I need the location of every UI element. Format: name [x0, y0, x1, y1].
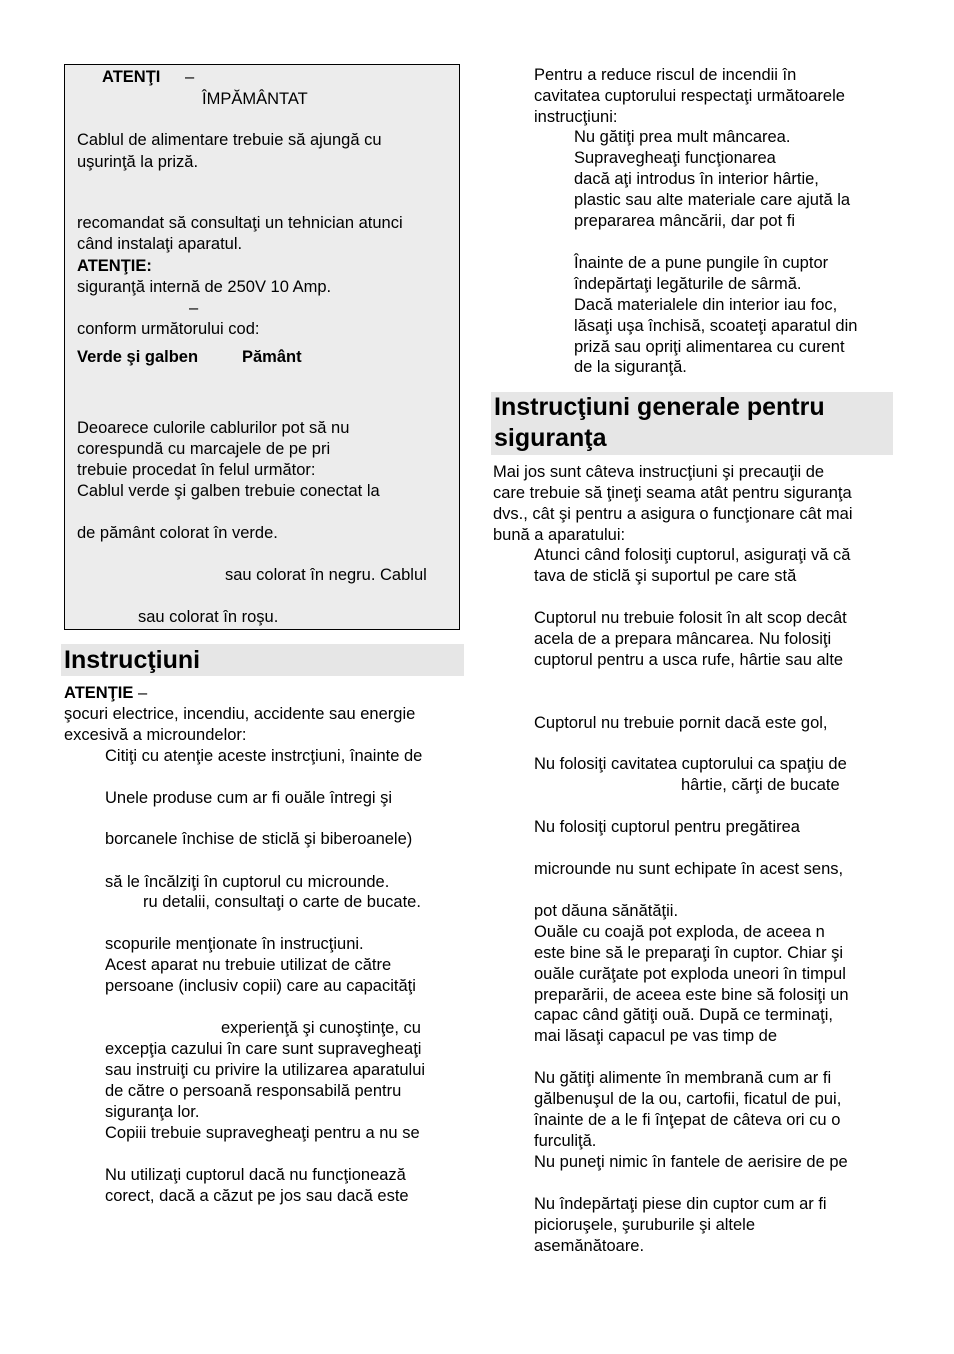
instr-text-line: şocuri electrice, incendiu, accidente sau energie [64, 705, 416, 723]
fire-text-line: instrucţiuni: [534, 108, 618, 126]
fire-text-line: priză sau opriţi alimentarea cu curent [574, 338, 845, 356]
instr-text-line: experienţă şi cunoştinţe, cu [221, 1019, 421, 1037]
fire-text-line: prepararea mâncării, dar pot fi [574, 212, 796, 230]
general-text-line: Cuptorul nu trebuie folosit în alt scop decât [534, 609, 847, 627]
instr-text-line: Nu utilizaţi cuptorul dacă nu funcţionează [105, 1166, 406, 1184]
box-dash: – [189, 299, 199, 317]
general-text-line: mai lăsaţi capacul pe vas timp de [534, 1027, 778, 1045]
general-text-line: Ouăle cu coajă pot exploda, de aceea n [534, 923, 825, 941]
general-text-line: dvs., cât şi pentru a asigura o funcţionare cât mai [493, 505, 853, 523]
general-text-line: capac când gătiţi ouă. După ce terminaţi, [534, 1006, 834, 1024]
section-heading-text: Instrucţiuni generale pentru [494, 393, 825, 421]
instr-text-line: de către o persoană responsabilă pentru [105, 1082, 402, 1100]
instr-text-line: Copiii trebuie supravegheaţi pentru a nu se [105, 1124, 420, 1142]
box-text-line: uşurinţă la priză. [77, 153, 199, 171]
general-text-line: microunde nu sunt echipate în acest sens, [534, 860, 844, 878]
section-heading-instructions [61, 644, 464, 676]
instr-text-line: borcanele închise de sticlă şi biberoanele) [105, 830, 413, 848]
fire-text-line: Supravegheaţi funcţionarea [574, 149, 776, 167]
instr-text-line: Citiţi cu atenţie aceste instrcţiuni, înainte de [105, 747, 423, 765]
instr-text-line: excepţia cazului în care sunt supravegheaţi [105, 1040, 422, 1058]
box-text-line: de pământ colorat în verde. [77, 524, 278, 542]
fire-text-line: lăsaţi uşa închisă, scoateţi aparatul din [574, 317, 858, 335]
box-text-line: Cablul de alimentare trebuie să ajungă cu [77, 131, 382, 149]
general-text-line: ouăle curăţate pot exploda uneori în timpul [534, 965, 846, 983]
fire-text-line: Înainte de a pune pungile în cuptor [574, 254, 829, 272]
instr-text-line: scopurile menţionate în instrucţiuni. [105, 935, 364, 953]
instr-warning-line [64, 683, 147, 704]
instr-warning-label: ATENŢIE [64, 684, 134, 702]
instr-text-line: să le încălziţi în cuptorul cu microunde. [105, 873, 390, 891]
fire-text-line: Dacă materialele din interior iau foc, [574, 296, 838, 314]
box-text-line: trebuie procedat în felul următor: [77, 461, 316, 479]
fire-text-line: de la siguranţă. [574, 358, 687, 376]
fire-text-line: plastic sau alte materiale care ajută la [574, 191, 851, 209]
general-text-line: gălbenuşul de la ou, cartofii, ficatul de pui, [534, 1090, 842, 1108]
box-text-line: Deoarece culorile cablurilor pot să nu [77, 419, 350, 437]
general-text-line: care trebuie să ţineţi seama atât pentru siguranţa [493, 484, 852, 502]
box-text-line: recomandat să consultaţi un tehnician atunci [77, 214, 403, 232]
general-text-line: furculiţă. [534, 1132, 597, 1150]
general-text-line: picioruşele, şuruburile şi altele [534, 1216, 756, 1234]
box-text-line: conform următorului cod: [77, 320, 260, 338]
wire-function-label: Pământ [242, 348, 302, 366]
general-text-line: tava de sticlă şi suportul pe care stă [534, 567, 797, 585]
section-heading-general-safety [491, 392, 893, 455]
general-text-line: asemănătoare. [534, 1237, 645, 1255]
fire-text-line: îndepărtaţi legăturile de sârmă. [574, 275, 802, 293]
general-text-line: pot dăuna sănătăţii. [534, 902, 679, 920]
box-text-line: când instalaţi aparatul. [77, 235, 243, 253]
instr-text-line: Unele produse cum ar fi ouăle întregi şi [105, 789, 393, 807]
general-text-line: bună a aparatului: [493, 526, 626, 544]
box-text-line: Cablul verde şi galben trebuie conectat la [77, 482, 380, 500]
wire-color-label: Verde şi galben [77, 348, 199, 366]
box-text-line: sau colorat în roşu. [138, 608, 279, 626]
general-text-line: Nu folosiţi cuptorul pentru pregătirea [534, 818, 800, 836]
box-text-line: sau colorat în negru. Cablul [225, 566, 427, 584]
general-text-line: Nu îndepărtaţi piese din cuptor cum ar fi [534, 1195, 827, 1213]
box-text-line: corespundă cu marcajele de pe pri [77, 440, 331, 458]
instr-text-line: ru detalii, consultaţi o carte de bucate. [143, 893, 421, 911]
section-heading-text: Instrucţiuni [64, 646, 201, 674]
general-text-line: Cuptorul nu trebuie pornit dacă este gol, [534, 714, 828, 732]
instr-text-line: sau instruiţi cu privire la utilizarea aparatului [105, 1061, 426, 1079]
instr-text-line: siguranţa lor. [105, 1103, 200, 1121]
general-text-line: cuptorul pentru a usca rufe, hârtie sau alte [534, 651, 844, 669]
box-warning-label: ATENŢI [102, 68, 161, 86]
box-attention-label: ATENŢIE: [77, 257, 152, 275]
box-text-line: siguranţă internă de 250V 10 Amp. [77, 278, 332, 296]
instr-text-line: Acest aparat nu trebuie utilizat de către [105, 956, 392, 974]
box-dash: – [185, 68, 195, 86]
general-text-line: Nu folosiţi cavitatea cuptorului ca spaţiu de [534, 755, 847, 773]
instr-text-line: excesivă a microundelor: [64, 726, 247, 744]
fire-text-line: dacă aţi introdus în interior hârtie, [574, 170, 819, 188]
general-text-line: hârtie, cărţi de bucate [681, 776, 840, 794]
fire-text-line: cavitatea cuptorului respectaţi următoarele [534, 87, 845, 105]
general-text-line: Atunci când folosiţi cuptorul, asiguraţi vă că [534, 546, 851, 564]
box-grounded-label: ÎMPĂMÂNTAT [202, 90, 308, 108]
general-text-line: preparării, de aceea este bine să folosiţi un [534, 986, 849, 1004]
fire-text-line: Pentru a reduce riscul de incendii în [534, 66, 797, 84]
section-heading-text: siguranţa [494, 424, 607, 452]
instr-text-line: corect, dacă a căzut pe jos sau dacă este [105, 1187, 409, 1205]
fire-text-line: Nu gătiţi prea mult mâncarea. [574, 128, 791, 146]
general-text-line: înainte de a le fi înţepat de câteva ori cu o [534, 1111, 841, 1129]
general-text-line: Nu puneţi nimic în fantele de aerisire de pe [534, 1153, 848, 1171]
general-text-line: Mai jos sunt câteva instrucţiuni şi precauţii de [493, 463, 825, 481]
instr-text-line: persoane (inclusiv copii) care au capacităţi [105, 977, 416, 995]
general-text-line: Nu gătiţi alimente în membrană cum ar fi [534, 1069, 832, 1087]
general-text-line: este bine să le preparaţi în cuptor. Chiar şi [534, 944, 844, 962]
general-text-line: acela de a prepara mâncarea. Nu folosiţi [534, 630, 832, 648]
instr-warning-dash: – [133, 684, 148, 702]
